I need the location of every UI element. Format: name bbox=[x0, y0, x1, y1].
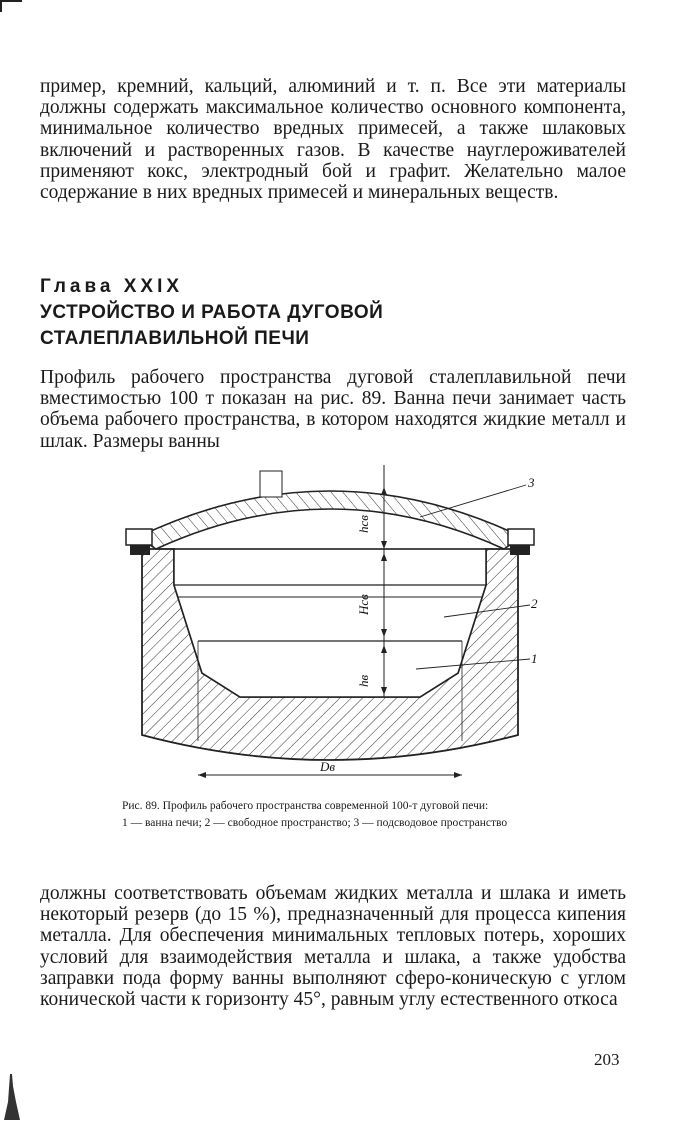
roof-height-label: hсв bbox=[356, 515, 371, 533]
chapter-title-line-1: УСТРОЙСТВО И РАБОТА ДУГОВОЙ bbox=[40, 302, 384, 323]
callout-3-leader bbox=[420, 485, 526, 517]
diameter-label: Dв bbox=[320, 759, 336, 774]
chapter-label: Глава XXIX bbox=[40, 276, 184, 297]
furnace-profile-drawing bbox=[120, 465, 540, 785]
working-space-outline bbox=[174, 549, 486, 697]
callout-1: 1 bbox=[531, 651, 538, 666]
chapter-title-line-2: СТАЛЕПЛАВИЛЬНОЙ ПЕЧИ bbox=[40, 328, 310, 349]
scan-artifact bbox=[2, 1072, 24, 1122]
caption-title: Рис. 89. Профиль рабочего пространства современной 100-т дуговой печи: bbox=[122, 800, 489, 812]
caption-legend: 1 — ванна печи; 2 — свободное пространство; 3 — подсводовое пространство bbox=[122, 816, 508, 829]
chapter-heading bbox=[40, 274, 383, 352]
figure-caption bbox=[122, 800, 534, 829]
free-height-label: Hсв bbox=[356, 594, 371, 615]
furnace-roof bbox=[138, 491, 522, 549]
roof-opening bbox=[260, 471, 282, 497]
page-number: 203 bbox=[594, 1050, 620, 1069]
callout-2: 2 bbox=[531, 596, 538, 611]
paragraph-profile: Профиль рабочего пространства дуговой сталеплавильной печи вместимостью 100 т показан на рис. 89. Ванна печи занимает часть объема рабочего пространства, в котором находятся жидкие металл и шлак. Размеры ванны bbox=[40, 367, 626, 452]
paragraph-intro: пример, кремний, кальций, алюминий и т. п. Все эти материалы должны содержать максимальное количество основного компонента, минимальное количество вредных примесей, а также шлаковых включений и растворенных газов. В качестве науглероживателей применяют кокс, электродный бой и графит. Желательно малое содержание в них вредных примесей и минеральных веществ. bbox=[40, 76, 626, 204]
bath-height-label: hв bbox=[356, 674, 371, 687]
left-roof-support bbox=[126, 529, 152, 545]
page-corner-mark bbox=[0, 0, 22, 12]
furnace-profile-figure bbox=[120, 465, 540, 785]
callout-3: 3 bbox=[528, 475, 535, 490]
paragraph-bath: должны соответствовать объемам жидких металла и шлака и иметь некоторый резерв (до 15 %), предназначенный для процесса кипения металла. Для обеспечения минимальных тепловых потерь, хороших условий для взаимодействия металла и шлака, а также удобства заправки пода форму ванны выполняют сферо-коническую с углом конической части к горизонту 45°, равным углу естественного откоса bbox=[40, 883, 626, 1011]
right-roof-support bbox=[508, 529, 534, 545]
